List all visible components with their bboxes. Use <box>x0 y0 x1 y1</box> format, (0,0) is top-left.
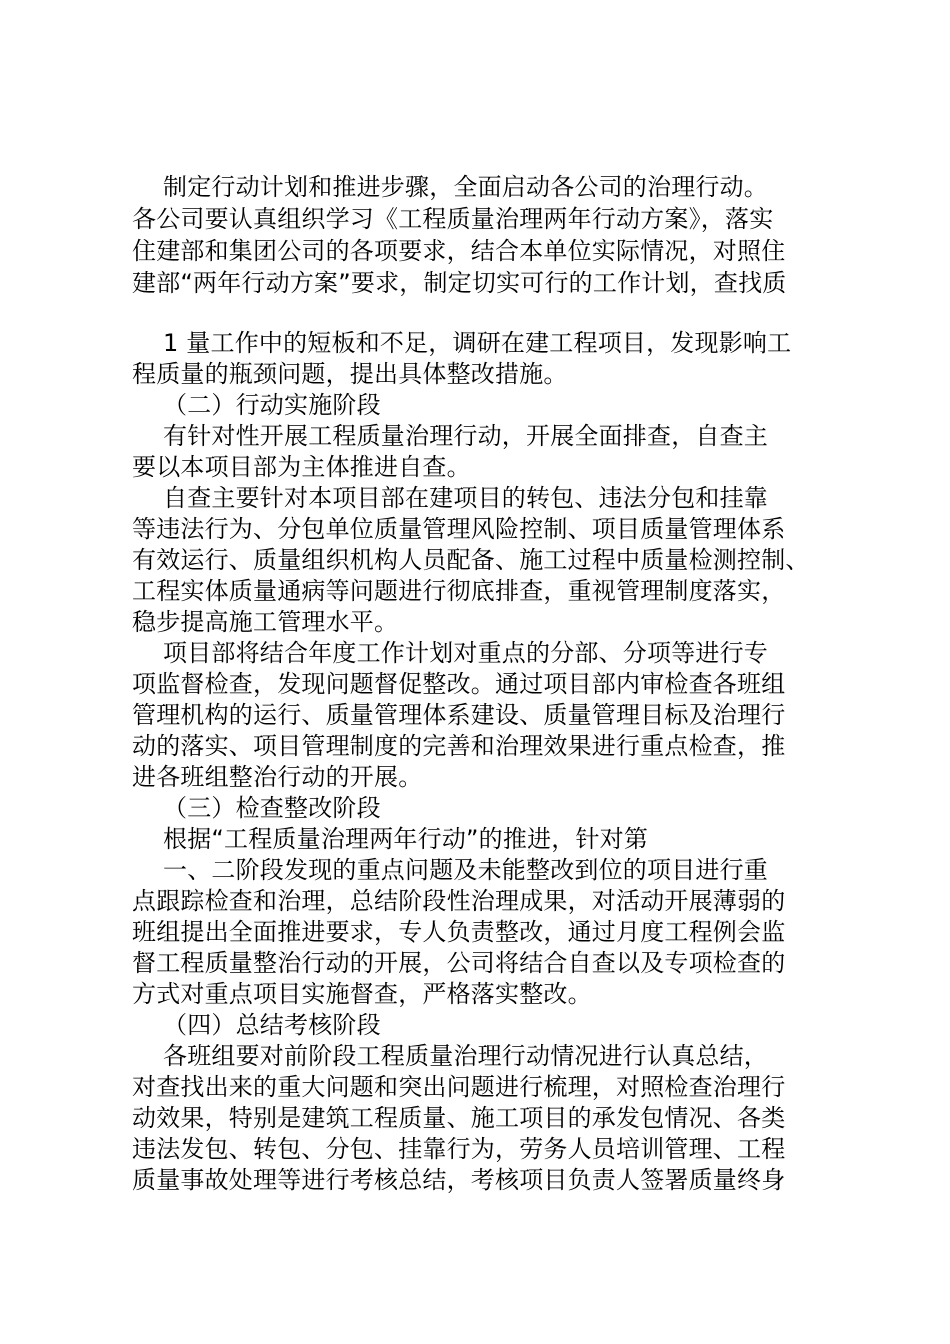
paragraph-line: 有针对性开展工程质量治理行动，开展全面排查，自查主 <box>163 422 768 450</box>
paragraph-line: 一、二阶段发现的重点问题及未能整改到位的项目进行重 <box>163 856 768 884</box>
paragraph-line: 班组提出全面推进要求，专人负责整改，通过月度工程例会监 <box>132 918 786 946</box>
paragraph-line: 住建部和集团公司的各项要求，结合本单位实际情况，对照住 <box>132 237 786 265</box>
paragraph-line: 督工程质量整治行动的开展，公司将结合自查以及专项检查的 <box>132 949 786 977</box>
paragraph-line: 工程实体质量通病等问题进行彻底排查，重视管理制度落实， <box>132 577 786 605</box>
paragraph-line: 程质量的瓶颈问题，提出具体整改措施。 <box>132 360 568 388</box>
paragraph-line: 违法发包、转包、分包、挂靠行为，劳务人员培训管理、工程 <box>132 1135 786 1163</box>
paragraph-line: 方式对重点项目实施督查，严格落实整改。 <box>132 980 592 1008</box>
paragraph-line: 项目部将结合年度工作计划对重点的分部、分项等进行专 <box>163 639 768 667</box>
section-heading: （三）检查整改阶段 <box>163 794 381 822</box>
paragraph-line: 管理机构的运行、质量管理体系建设、质量管理目标及治理行 <box>132 701 786 729</box>
paragraph-line: 质量事故处理等进行考核总结，考核项目负责人签署质量终身 <box>132 1166 786 1194</box>
paragraph-line: 动的落实、项目管理制度的完善和治理效果进行重点检查，推 <box>132 732 786 760</box>
paragraph-line: 稳步提高施工管理水平。 <box>132 608 399 636</box>
paragraph-line: 等违法行为、分包单位质量管理风险控制、项目质量管理体系 <box>132 515 786 543</box>
paragraph-line: 1 量工作中的短板和不足，调研在建工程项目，发现影响工 <box>163 329 792 357</box>
paragraph-line: 各公司要认真组织学习《工程质量治理两年行动方案》，落实 <box>132 205 774 233</box>
paragraph-line: 进各班组整治行动的开展。 <box>132 763 423 791</box>
paragraph-line: 要以本项目部为主体推进自查。 <box>132 453 471 481</box>
paragraph-line: 点跟踪检查和治理，总结阶段性治理成果，对活动开展薄弱的 <box>132 887 786 915</box>
paragraph-line: 项监督检查，发现问题督促整改。通过项目部内审检查各班组 <box>132 670 786 698</box>
paragraph-line: 对查找出来的重大问题和突出问题进行梳理，对照检查治理行 <box>132 1073 786 1101</box>
paragraph-line: 各班组要对前阶段工程质量治理行动情况进行认真总结， <box>163 1042 768 1070</box>
paragraph-line: 动效果，特别是建筑工程质量、施工项目的承发包情况、各类 <box>132 1104 786 1132</box>
paragraph-line: 有效运行、质量组织机构人员配备、施工过程中质量检测控制、 <box>132 546 810 574</box>
paragraph-line: 建部“两年行动方案”要求，制定切实可行的工作计划，查找质 <box>132 269 787 297</box>
section-heading: （二）行动实施阶段 <box>163 391 381 419</box>
paragraph-line: 自查主要针对本项目部在建项目的转包、违法分包和挂靠 <box>163 484 768 512</box>
paragraph-line: 根据“工程质量治理两年行动”的推进，针对第 <box>163 825 649 853</box>
paragraph-line: 制定行动计划和推进步骤，全面启动各公司的治理行动。 <box>163 173 768 201</box>
section-heading: （四）总结考核阶段 <box>163 1011 381 1039</box>
